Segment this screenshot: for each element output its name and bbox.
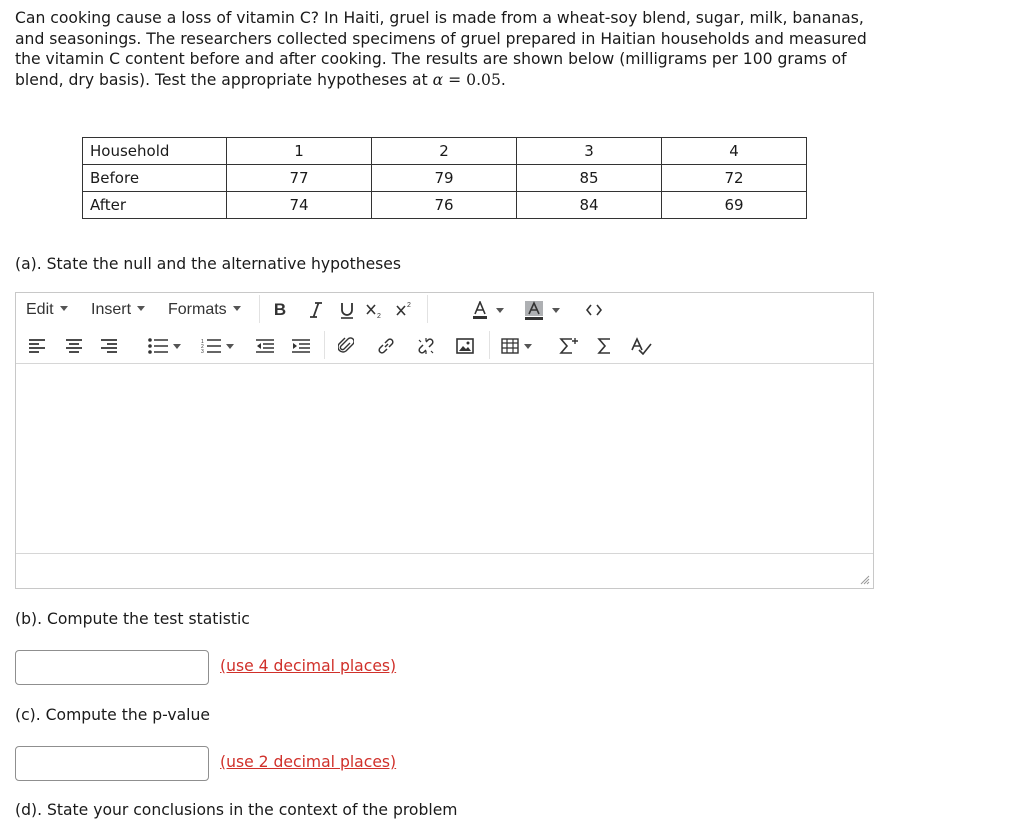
- insert-table-dropdown[interactable]: [522, 335, 534, 357]
- chevron-down-icon: [496, 308, 504, 313]
- menu-formats-label: Formats: [168, 301, 227, 318]
- numbered-list-icon: [201, 338, 221, 354]
- chevron-down-icon: [524, 344, 532, 349]
- part-a-label: (a). State the null and the alternative hypotheses: [15, 255, 402, 273]
- svg-text:2: 2: [201, 344, 204, 350]
- svg-text:3: 3: [201, 349, 204, 354]
- spellcheck-icon: [630, 337, 652, 355]
- bullet-list-button[interactable]: [145, 335, 171, 357]
- align-right-icon: [101, 339, 117, 353]
- table-cell: 85: [517, 165, 662, 192]
- svg-text:1: 1: [201, 339, 204, 345]
- underline-icon: [340, 302, 354, 319]
- editor-statusbar: [16, 554, 873, 588]
- align-center-icon: [66, 339, 82, 353]
- part-c-hint[interactable]: (use 2 decimal places): [220, 753, 397, 771]
- table-cell: 76: [372, 192, 517, 219]
- insert-equation-button[interactable]: [557, 335, 581, 357]
- bullet-list-icon: [148, 338, 168, 354]
- link-icon: [377, 337, 395, 355]
- paperclip-icon: [338, 337, 354, 355]
- source-code-button[interactable]: [581, 299, 607, 321]
- bullet-list-dropdown[interactable]: [171, 335, 183, 357]
- table-cell: 79: [372, 165, 517, 192]
- table-cell: 3: [517, 138, 662, 165]
- toolbar-divider: [489, 331, 490, 359]
- svg-text:2: 2: [407, 302, 411, 309]
- insert-link-button[interactable]: [374, 335, 398, 357]
- background-color-icon: [525, 301, 543, 320]
- part-b-label: (b). Compute the test statistic: [15, 610, 250, 628]
- toolbar-divider: [324, 331, 325, 359]
- chevron-down-icon: [137, 306, 145, 311]
- insert-image-button[interactable]: [453, 335, 477, 357]
- superscript-button[interactable]: [391, 299, 417, 321]
- table-cell: 84: [517, 192, 662, 219]
- code-icon: [586, 304, 602, 316]
- table-cell: 72: [662, 165, 807, 192]
- align-left-icon: [29, 339, 45, 353]
- svg-text:2: 2: [377, 313, 381, 319]
- table-cell: 2: [372, 138, 517, 165]
- table-cell: 69: [662, 192, 807, 219]
- table-cell: 74: [227, 192, 372, 219]
- indent-button[interactable]: [289, 335, 313, 357]
- menu-edit[interactable]: [26, 301, 68, 319]
- italic-icon: [309, 302, 323, 318]
- part-c-label: (c). Compute the p-value: [15, 706, 210, 724]
- italic-button[interactable]: [304, 299, 328, 321]
- menu-insert[interactable]: [91, 301, 145, 319]
- editor-content-area[interactable]: [16, 363, 873, 554]
- part-d-label: (d). State your conclusions in the context of the problem: [15, 801, 458, 819]
- outdent-icon: [256, 339, 274, 353]
- align-left-button[interactable]: [26, 335, 48, 357]
- subscript-button[interactable]: [361, 299, 387, 321]
- text-color-button[interactable]: [466, 299, 494, 321]
- background-color-button[interactable]: [520, 299, 548, 321]
- image-icon: [456, 338, 474, 354]
- bold-icon: B: [273, 300, 287, 319]
- table-cell: 4: [662, 138, 807, 165]
- unlink-icon: [416, 337, 436, 355]
- insert-math-button[interactable]: [593, 335, 615, 357]
- table-icon: [501, 338, 519, 354]
- text-color-icon: [472, 301, 488, 319]
- rich-text-editor: [15, 292, 874, 589]
- attach-file-button[interactable]: [334, 335, 358, 357]
- background-color-dropdown[interactable]: [549, 299, 563, 321]
- numbered-list-button[interactable]: [198, 335, 224, 357]
- insert-table-button[interactable]: [498, 335, 522, 357]
- underline-button[interactable]: [335, 299, 359, 321]
- toolbar-divider: [259, 295, 260, 323]
- p-value-input[interactable]: [15, 746, 209, 781]
- indent-icon: [292, 339, 310, 353]
- numbered-list-dropdown[interactable]: [224, 335, 236, 357]
- editor-menubar: [16, 293, 873, 354]
- spellcheck-button[interactable]: [628, 335, 654, 357]
- remove-link-button[interactable]: [414, 335, 438, 357]
- align-center-button[interactable]: [63, 335, 85, 357]
- chevron-down-icon: [233, 306, 241, 311]
- question-text: Can cooking cause a loss of vitamin C? In Haiti, gruel is made from a wheat-soy blend, sugar, milk, bananas, and seasonings. The researchers collected specimens of gruel prepared in Haitian households and measured the vitamin C content before and after cooking. The results are shown below (milligrams per 100 grams of blend, dry basis). Test the appropriate hypotheses at α = 0.05.: [15, 9, 867, 89]
- bold-button[interactable]: [268, 299, 292, 321]
- table-cell: 1: [227, 138, 372, 165]
- table-row-after: [83, 192, 807, 219]
- toolbar-divider: [427, 295, 428, 323]
- chevron-down-icon: [552, 308, 560, 313]
- align-right-button[interactable]: [98, 335, 120, 357]
- alpha-expression: α = 0.05: [432, 70, 501, 89]
- subscript-icon: [365, 301, 383, 319]
- row-label: After: [83, 192, 227, 219]
- row-label: Before: [83, 165, 227, 192]
- data-table: [82, 137, 807, 219]
- chevron-down-icon: [226, 344, 234, 349]
- table-cell: 77: [227, 165, 372, 192]
- resize-handle-icon[interactable]: [860, 575, 870, 585]
- text-color-dropdown[interactable]: [493, 299, 507, 321]
- sigma-plus-icon: [559, 337, 579, 355]
- row-label: Household: [83, 138, 227, 165]
- table-row-household: [83, 138, 807, 165]
- outdent-button[interactable]: [253, 335, 277, 357]
- test-statistic-input[interactable]: [15, 650, 209, 685]
- part-b-hint[interactable]: (use 4 decimal places): [220, 657, 397, 675]
- chevron-down-icon: [173, 344, 181, 349]
- table-row-before: [83, 165, 807, 192]
- sigma-icon: [597, 337, 611, 355]
- menu-formats[interactable]: [168, 301, 241, 319]
- superscript-icon: [395, 301, 413, 319]
- chevron-down-icon: [60, 306, 68, 311]
- menu-insert-label: Insert: [91, 301, 132, 318]
- menu-edit-label: Edit: [26, 301, 54, 318]
